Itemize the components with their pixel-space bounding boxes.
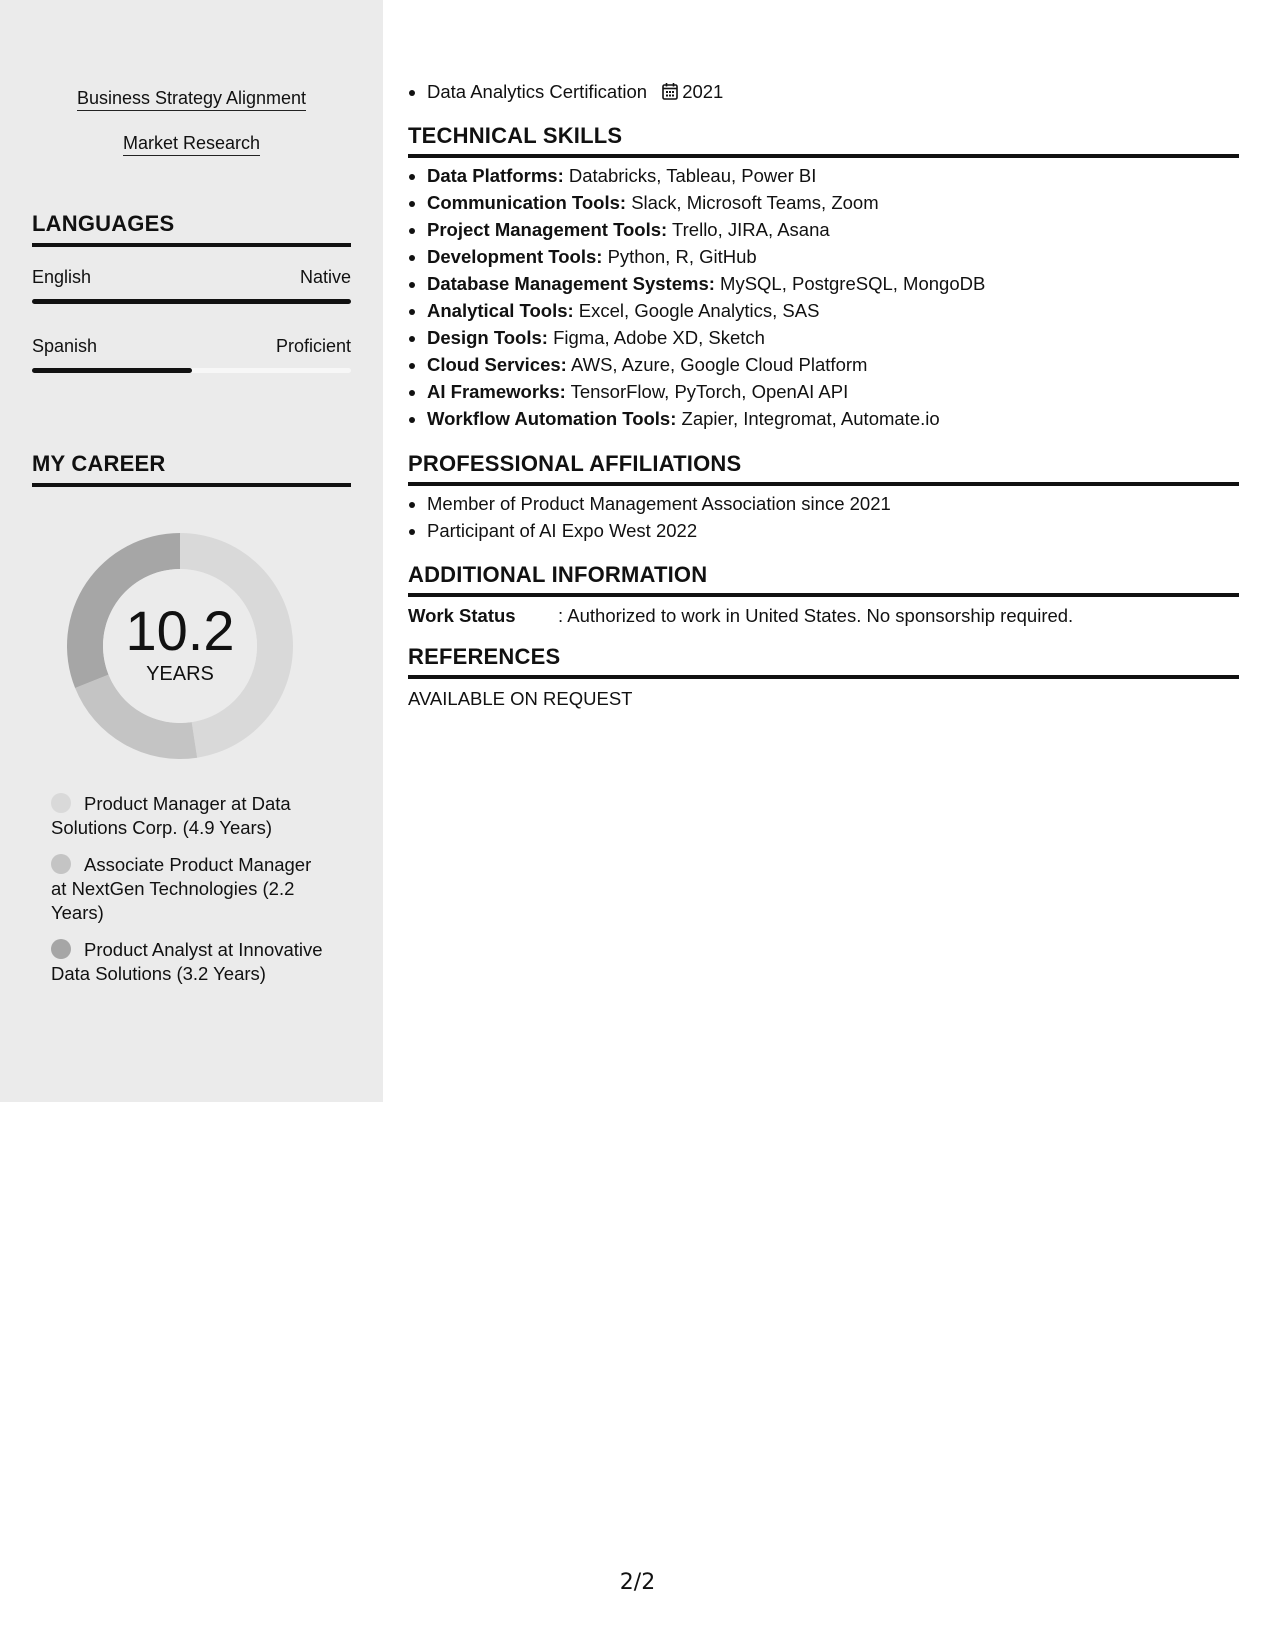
affiliations-list bbox=[408, 490, 891, 544]
career-legend-label: Associate Product Manager at NextGen Technologies (2.2 Years) bbox=[51, 854, 312, 923]
certification-item bbox=[427, 78, 723, 107]
language-name: Spanish bbox=[32, 336, 98, 356]
skill-item: • Data Platforms: Databricks, Tableau, Power BI bbox=[427, 162, 985, 189]
affiliation-item: • Participant of AI Expo West 2022 bbox=[427, 517, 891, 544]
calendar-icon bbox=[662, 80, 678, 107]
career-legend-label: Product Analyst at Innovative Data Solutions (3.2 Years) bbox=[51, 939, 323, 984]
language-name: English bbox=[32, 267, 92, 287]
skill-item: • Design Tools: Figma, Adobe XD, Sketch bbox=[427, 324, 985, 351]
skill-item: • Development Tools: Python, R, GitHub bbox=[427, 243, 985, 270]
skill-tag: Market Research bbox=[0, 133, 383, 154]
language-proficiency-fill bbox=[32, 368, 192, 373]
language-row bbox=[32, 267, 351, 288]
career-donut-chart bbox=[60, 526, 300, 766]
career-total-unit: YEARS bbox=[146, 662, 214, 685]
career-legend-item bbox=[51, 792, 331, 840]
career-heading: MY CAREER bbox=[32, 451, 351, 487]
legend-dot-icon bbox=[51, 854, 71, 874]
career-legend bbox=[51, 792, 331, 999]
language-level: Proficient bbox=[275, 336, 351, 356]
page-number: 2/2 bbox=[619, 1570, 656, 1595]
language-row bbox=[32, 336, 351, 357]
certification-name: Data Analytics Certification bbox=[427, 81, 648, 102]
work-status-row bbox=[408, 605, 1073, 627]
additional-info-heading: ADDITIONAL INFORMATION bbox=[408, 562, 1239, 597]
skill-item: • Project Management Tools: Trello, JIRA, Asana bbox=[427, 216, 985, 243]
work-status-label: Work Status bbox=[408, 605, 516, 626]
certifications-list bbox=[408, 78, 723, 107]
work-status-value: : Authorized to work in United States. No sponsorship required. bbox=[558, 605, 1074, 626]
skill-item: • AI Frameworks: TensorFlow, PyTorch, OpenAI API bbox=[427, 378, 985, 405]
affiliation-item: • Member of Product Management Association since 2021 bbox=[427, 490, 891, 517]
references-text: AVAILABLE ON REQUEST bbox=[408, 688, 633, 709]
references-heading: REFERENCES bbox=[408, 644, 1239, 679]
skill-item: • Communication Tools: Slack, Microsoft Teams, Zoom bbox=[427, 189, 985, 216]
legend-dot-icon bbox=[51, 793, 71, 813]
career-total bbox=[60, 526, 300, 766]
career-legend-item bbox=[51, 938, 331, 986]
affiliations-heading: PROFESSIONAL AFFILIATIONS bbox=[408, 451, 1239, 486]
languages-heading: LANGUAGES bbox=[32, 211, 351, 247]
skill-item: • Database Management Systems: MySQL, PostgreSQL, MongoDB bbox=[427, 270, 985, 297]
certification-year: 2021 bbox=[682, 81, 724, 102]
career-legend-label: Product Manager at Data Solutions Corp. (4.9 Years) bbox=[51, 793, 291, 838]
language-proficiency-fill bbox=[32, 299, 351, 304]
skill-item: • Workflow Automation Tools: Zapier, Integromat, Automate.io bbox=[427, 405, 985, 432]
skill-tag: Business Strategy Alignment bbox=[0, 88, 383, 109]
language-level: Native bbox=[299, 267, 351, 287]
technical-skills-heading: TECHNICAL SKILLS bbox=[408, 123, 1239, 158]
language-proficiency-bar bbox=[32, 299, 351, 304]
skill-item: • Cloud Services: AWS, Azure, Google Cloud Platform bbox=[427, 351, 985, 378]
career-total-value: 10.2 bbox=[125, 598, 235, 662]
technical-skills-list bbox=[408, 162, 985, 432]
skill-item: • Analytical Tools: Excel, Google Analytics, SAS bbox=[427, 297, 985, 324]
legend-dot-icon bbox=[51, 939, 71, 959]
sidebar bbox=[0, 0, 383, 1102]
language-proficiency-bar bbox=[32, 368, 351, 373]
career-legend-item bbox=[51, 853, 331, 925]
